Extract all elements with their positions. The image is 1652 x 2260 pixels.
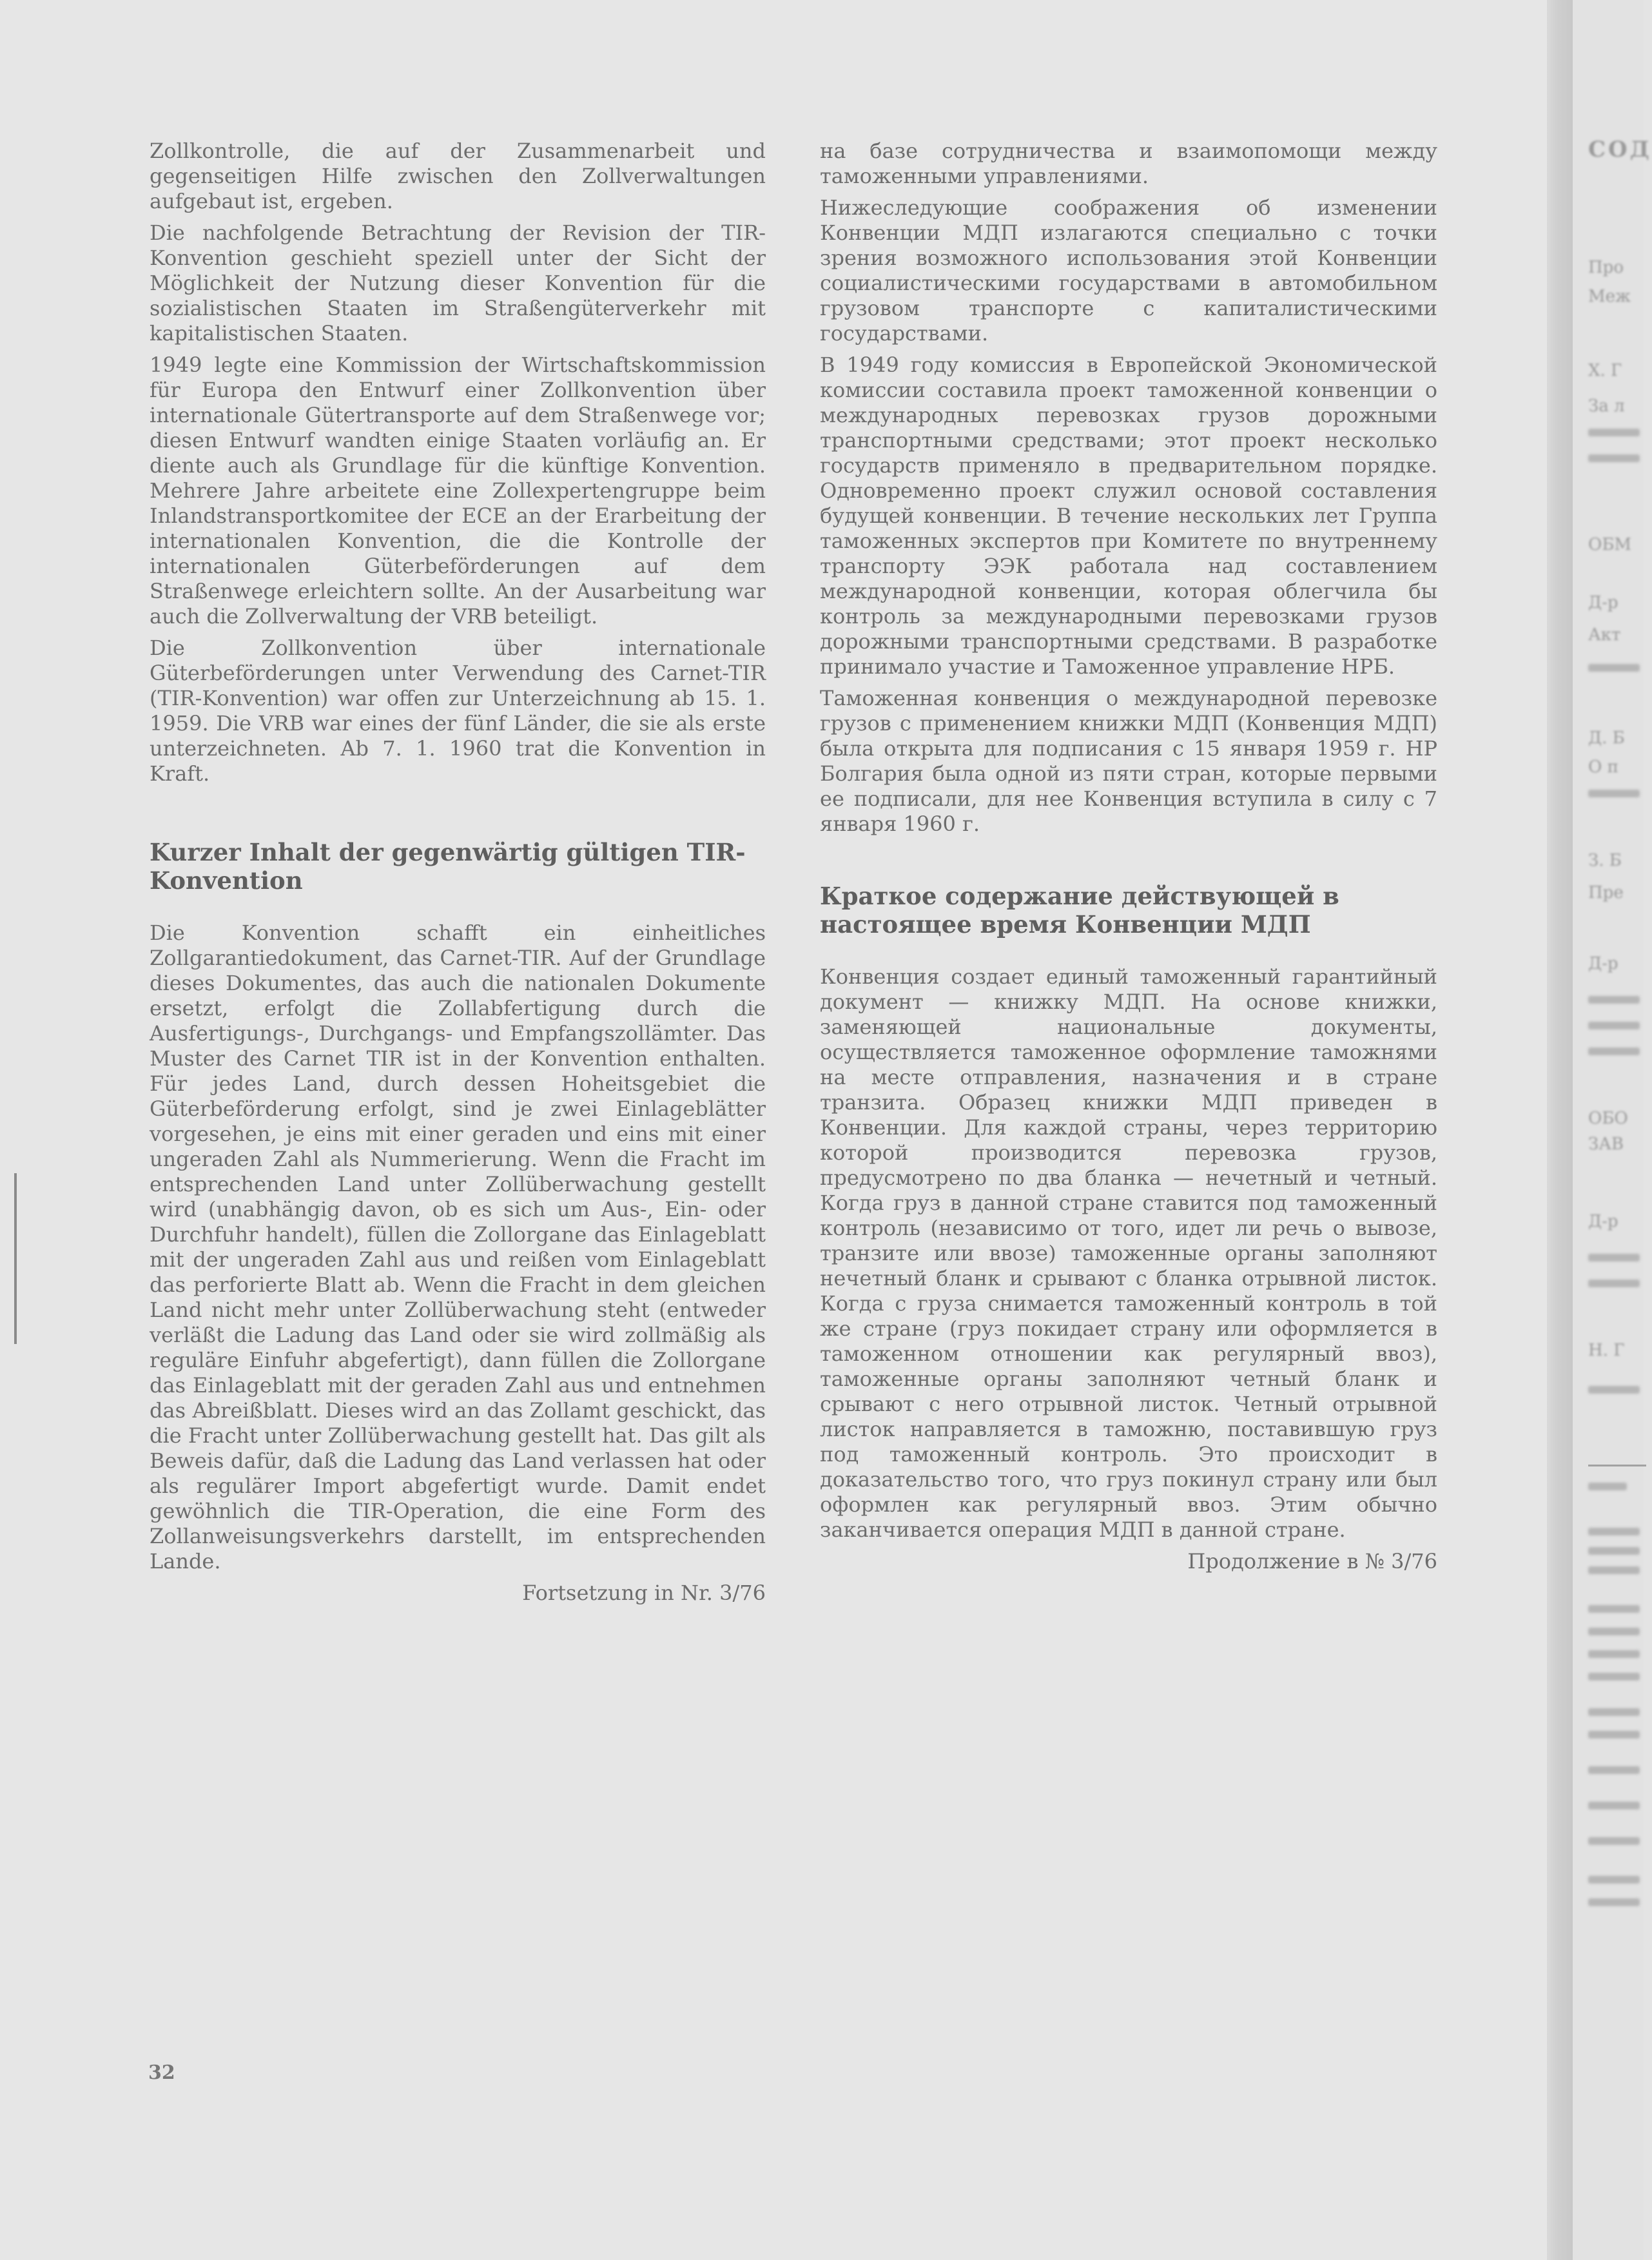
margin-marker-line: [14, 1173, 17, 1344]
facing-page-fragment: За л: [1588, 396, 1625, 416]
facing-page-text-line: [1588, 1547, 1640, 1555]
facing-page-text-line: [1588, 1837, 1640, 1845]
facing-page-fragment: О п: [1588, 757, 1618, 777]
facing-page-fragment: З. Б: [1588, 851, 1622, 870]
german-column: [150, 139, 766, 1612]
facing-page-text-line: [1588, 1673, 1640, 1680]
facing-page-text-line: [1588, 1731, 1640, 1739]
facing-page-text-line: [1588, 454, 1640, 462]
russian-continuation-note: Продолжение в № 3/76: [1187, 1549, 1437, 1573]
facing-page-fragment: Меж: [1588, 287, 1631, 306]
facing-page-text-line: [1588, 1280, 1640, 1287]
russian-paragraph: В 1949 году комиссия в Европейской Экономической комиссии составила проект таможенной конвенции о международных перевозках грузов дорожными транспортными средствами; этот проект несколько государств применяло в предварительном порядке. Одновременно проект служил основой составления будущей конвенции. В течение нескольких лет Группа таможенных экспертов при Комитете по внутреннему транспорту ЭЭК работала над составлением международной конвенции, которая облегчила бы контроль за международными перевозками грузов дорожными транспортными средствами. В разработке принимало участие и Таможенное управление НРБ.: [820, 353, 1437, 679]
russian-section-heading: Краткое содержание действующей в настоящее время Конвенции МДП: [820, 882, 1339, 939]
facing-page-fragment: Пре: [1588, 883, 1624, 902]
facing-page-text-line: [1588, 1483, 1627, 1490]
facing-page-text-line: [1588, 429, 1640, 436]
facing-page-text-line: [1588, 1876, 1640, 1884]
facing-page-fragment: Д. Б: [1588, 728, 1625, 748]
facing-page-rule: [1588, 1465, 1646, 1466]
german-paragraph: 1949 legte eine Kommission der Wirtschaftskommission für Europa den Entwurf einer Zollkonvention über internationale Gütertransporte auf dem Straßenwege vor; diesen Entwurf wandten einige Staaten vorläufig an. Er diente auch als Grundlage für die künftige Konvention. Mehrere Jahre arbeitete eine Zollexpertengruppe beim Inlandstransportkomitee der ECE an der Erarbeitung der internationalen Konvention, die die Kontrolle der internationalen Güterbeförderungen auf dem Straßenwege erleichtern sollte. An der Ausarbeitung war auch die Zollverwaltung der VRB beteiligt.: [150, 353, 766, 628]
facing-page-text-line: [1588, 1047, 1640, 1055]
facing-page-text-line: [1588, 1254, 1640, 1262]
facing-page-text-line: [1588, 1628, 1640, 1635]
page-number: 32: [148, 2061, 175, 2084]
facing-page-fragment: ЗАВ: [1588, 1135, 1624, 1154]
russian-paragraph: Нижеследующие соображения об изменении Конвенции МДП излагаются специально с точки зрения возможного использования этой Конвенции социалистическими государствами в автомобильном грузовом транспорте с капиталистическими государствами.: [820, 195, 1437, 346]
facing-page-text-line: [1588, 1708, 1640, 1716]
facing-page-fragment: ОБО: [1588, 1109, 1628, 1128]
facing-page-text-line: [1588, 1766, 1640, 1774]
german-continuation-note: Fortsetzung in Nr. 3/76: [522, 1581, 766, 1605]
facing-page-fragment: Акт: [1588, 625, 1621, 645]
german-section-heading: Kurzer Inhalt der gegenwärtig gültigen TIR-Konvention: [150, 838, 746, 895]
facing-page-text-line: [1588, 1528, 1640, 1535]
facing-page-fragment: СОД: [1588, 137, 1652, 162]
facing-page-fragment: Д-р: [1588, 593, 1618, 612]
facing-page-text-line: [1588, 1650, 1640, 1658]
facing-page-text-line: [1588, 664, 1640, 672]
russian-column: [820, 139, 1437, 1581]
german-paragraph: Die Konvention schafft ein einheitliches Zollgarantiedokument, das Carnet-TIR. Auf der Grundlage dieses Dokumentes, das auch die nationalen Dokumente ersetzt, erfolgt die Zollabfertigung durch die Ausfertigungs-, Durchgangs- und Empfangszollämter. Das Muster des Carnet TIR ist in der Konvention enthalten. Für jedes Land, durch dessen Hoheitsgebiet die Güterbeförderung erfolgt, sind je zwei Einlageblätter vorgesehen, je eins mit einer geraden und eins mit einer ungeraden Zahl als Nummerierung. Wenn die Fracht im entsprechenden Land unter Zollüberwachung gestellt wird (unabhängig davon, ob es sich um Aus-, Ein- oder Durchfuhr handelt), füllen die Zollorgane das Einlageblatt mit der ungeraden Zahl aus und reißen vom Einlageblatt das perforierte Blatt ab. Wenn die Fracht in dem gleichen Land nicht mehr unter Zollüberwachung steht (entweder verläßt die Ladung das Land oder sie wird zollmäßig als reguläre Einfuhr abgefertigt), dann füllen die Zollorgane das Einlageblatt mit der geraden Zahl aus und entnehmen das Abreißblatt. Dieses wird an das Zollamt geschickt, das die Fracht unter Zollüberwachung gestellt hat. Das gilt als Beweis dafür, daß die Ladung das Land verlassen hat oder als regulärer Import abgefertigt wurde. Damit endet gewöhnlich die TIR-Operation, die eine Form des Zollanweisungsverkehrs darstellt, im entsprechenden Lande.: [150, 921, 766, 1573]
facing-page-fragment: X. Г: [1588, 361, 1622, 380]
facing-page-fragment: Про: [1588, 258, 1624, 277]
facing-page-text-line: [1588, 1898, 1640, 1906]
book-gutter-shadow: [1547, 0, 1573, 2260]
german-paragraph: Die Zollkonvention über internationale Güterbeförderungen unter Verwendung des Carnet-TIR (TIR-Konvention) war offen zur Unterzeichnung ab 15. 1. 1959. Die VRB war eines der fünf Länder, die sie als erste unterzeichneten. Ab 7. 1. 1960 trat die Konvention in Kraft.: [150, 636, 766, 786]
facing-page-text-line: [1588, 790, 1640, 797]
german-paragraph: Die nachfolgende Betrachtung der Revision der TIR-Konvention geschieht speziell unter der Sicht der Möglichkeit der Nutzung dieser Konvention für die sozialistischen Staaten im Straßengüterverkehr mit kapitalistischen Staaten.: [150, 220, 766, 346]
facing-page-text-line: [1588, 1802, 1640, 1809]
facing-page-text-line: [1588, 996, 1640, 1004]
facing-page-fragment: Д-р: [1588, 1212, 1618, 1231]
russian-paragraph: Таможенная конвенция о международной перевозке грузов с применением книжки МДП (Конвенция МДП) была открыта для подписания с 15 января 1959 г. НР Болгария была одной из пяти стран, которые первыми ее подписали, для нее Конвенция вступила в силу с 7 января 1960 г.: [820, 686, 1437, 836]
german-paragraph: Zollkontrolle, die auf der Zusammenarbeit und gegenseitigen Hilfe zwischen den Zollverwaltungen aufgebaut ist, ergeben.: [150, 139, 766, 213]
russian-paragraph: Конвенция создает единый таможенный гарантийный документ — книжку МДП. На основе книжки, заменяющей национальные документы, осуществляется таможенное оформление таможнями на месте отправления, назначения и в стране транзита. Образец книжки МДП приведен в Конвенции. Для каждой страны, через территорию которой производится перевозка грузов, предусмотрено по два бланка — нечетный и четный. Когда груз в данной стране ставится под таможенный контроль (независимо от того, идет ли речь о вывозе, транзите или ввозе) таможенные органы заполняют нечетный бланк и срывают с бланка отрывной листок. Когда с груза снимается таможенный контроль в той же стране (груз покидает страну или оформляется в таможенном отношении как регулярный ввоз), таможенные органы заполняют четный бланк и срывают с него отрывной листок. Четный отрывной листок направляется в таможню, поставившую груз под таможенный контроль. Это происходит в доказательство того, что груз покинул страну или был оформлен как регулярный ввоз. Этим обычно заканчивается операция МДП в данной стране.: [820, 964, 1437, 1542]
facing-page-fragment: Н. Г: [1588, 1341, 1625, 1360]
russian-paragraph: на базе сотрудничества и взаимопомощи между таможенными управлениями.: [820, 139, 1437, 188]
facing-page-fragment: Д-р: [1588, 954, 1618, 973]
facing-page-text-line: [1588, 1022, 1640, 1029]
facing-page-fragment: ОБМ: [1588, 535, 1632, 554]
facing-page-edge: [1573, 0, 1652, 2260]
facing-page-text-line: [1588, 1566, 1640, 1574]
facing-page-text-line: [1588, 1605, 1640, 1613]
facing-page-text-line: [1588, 1386, 1640, 1394]
